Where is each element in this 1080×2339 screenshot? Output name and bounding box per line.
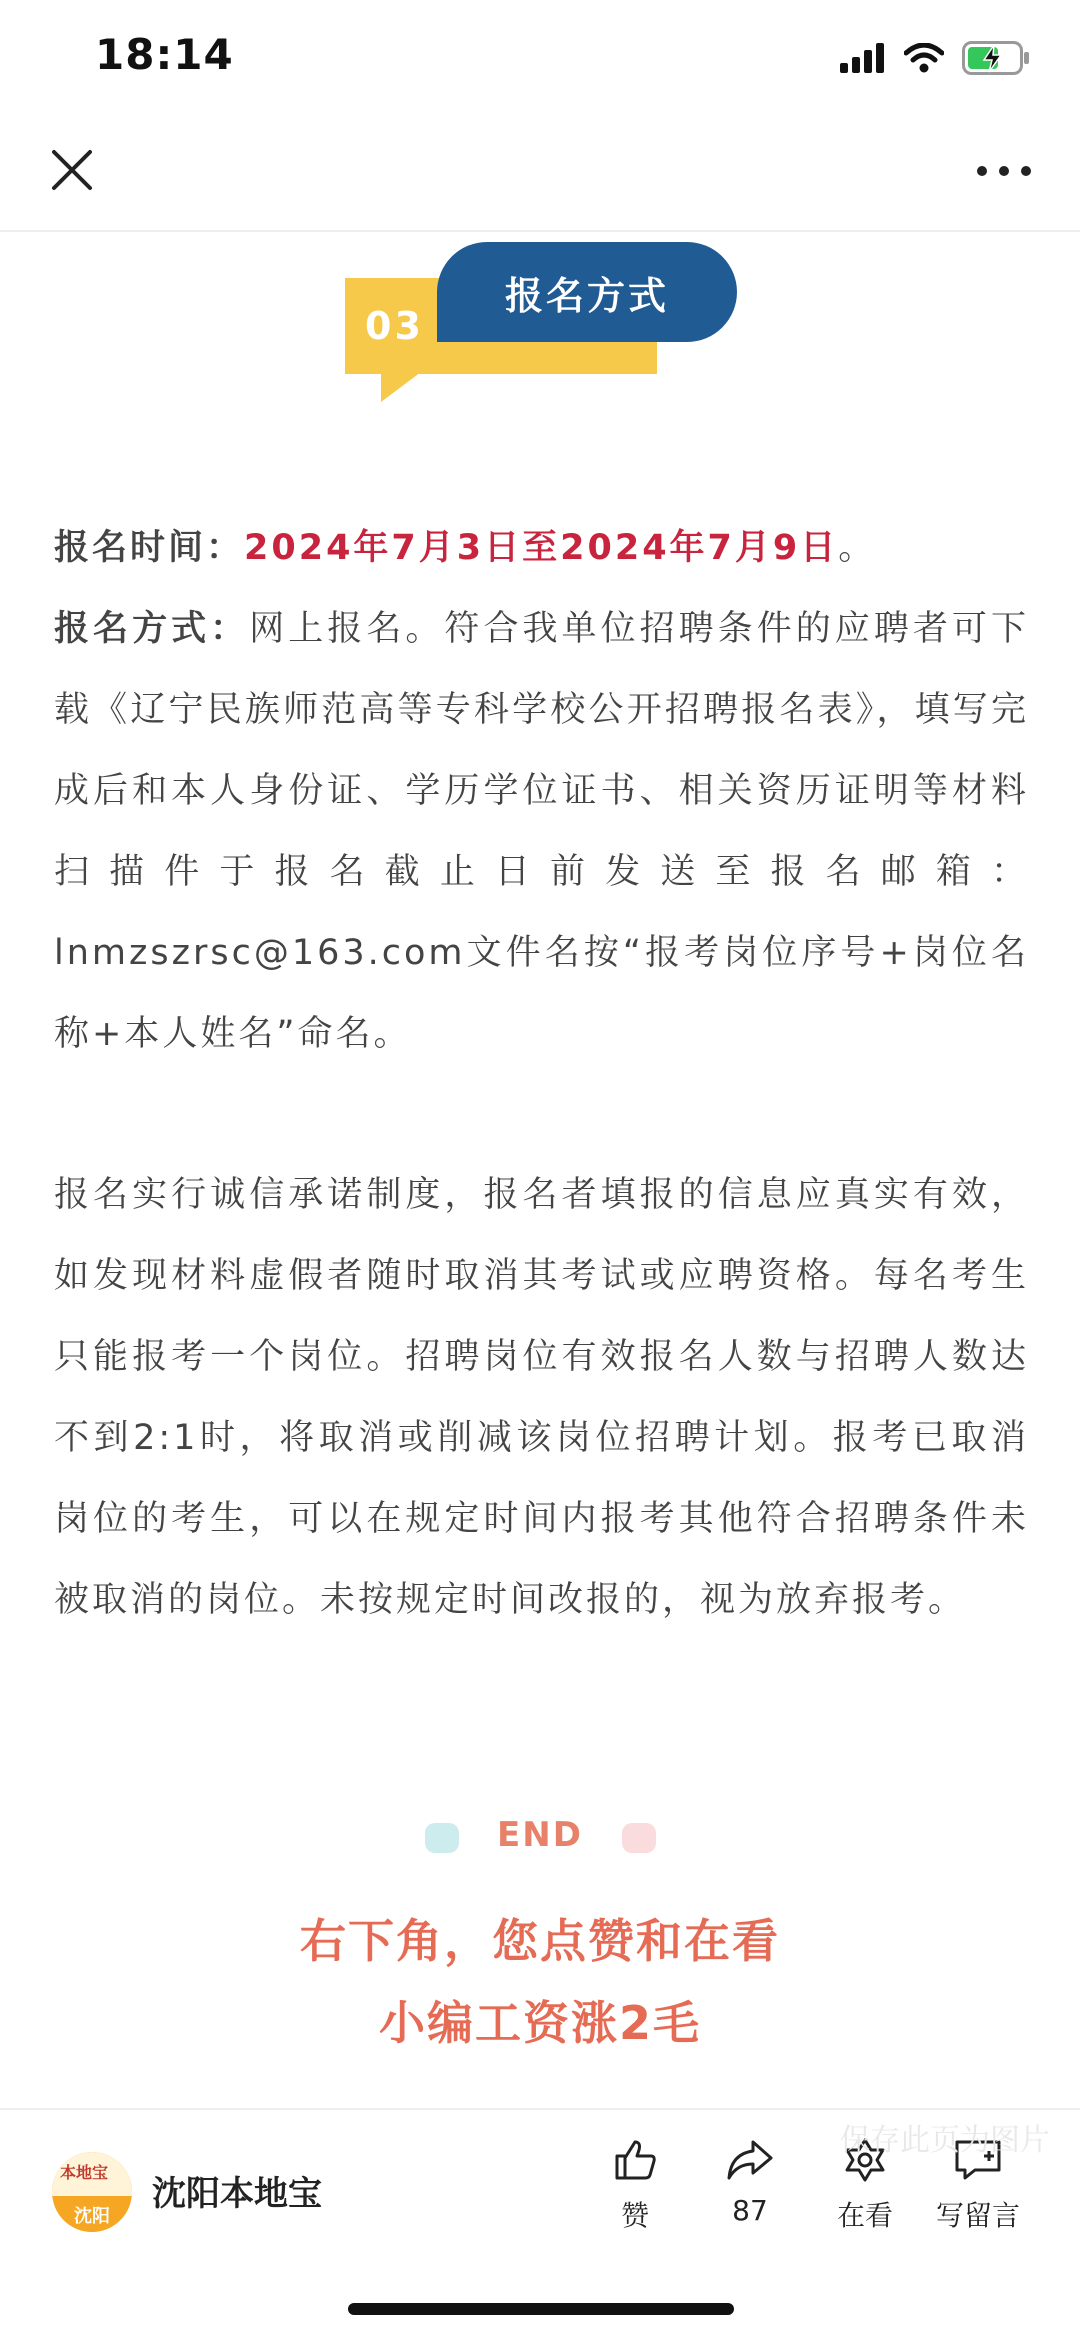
more-icon[interactable]: [974, 154, 1034, 188]
share-button[interactable]: [695, 2136, 805, 2227]
home-indicator[interactable]: [348, 2303, 734, 2315]
comment-label: 写留言: [935, 2199, 1020, 2232]
registration-method: 报名方式：网上报名。符合我单位招聘条件的应聘者可下载《辽宁民族师范高等专科学校公开招聘报名表》，填写完成后和本人身份证、学历学位证书、相关资历证明等材料扫描件于报名截止日前发送至报名邮箱：lnmzszrsc@163.com文件名按“报考岗位序号+岗位名称+本人姓名”命名。: [54, 609, 1029, 1054]
account-name[interactable]: 沈阳本地宝: [152, 2174, 322, 2214]
section-number: 03: [365, 304, 424, 348]
status-bar: [0, 0, 1080, 110]
watch-label: 在看: [836, 2199, 893, 2232]
section-header: [345, 242, 745, 392]
registration-dates: 2024年7月3日至2024年7月9日: [244, 528, 839, 568]
share-icon: [725, 2136, 775, 2184]
registration-time: 报名时间：2024年7月3日至2024年7月9日。: [54, 528, 877, 568]
section-title: 报名方式: [504, 273, 669, 318]
nav-bar: [0, 120, 1080, 232]
share-count: 87: [732, 2194, 768, 2227]
integrity-paragraph: 报名实行诚信承诺制度，报名者填报的信息应真实有效，如发现材料虚假者随时取消其考试或应聘资格。每名考生只能报考一个岗位。招聘岗位有效报名人数与招聘人数达不到2:1时，将取消或削减该岗位招聘计划。报考已取消岗位的考生，可以在规定时间内报考其他符合招聘条件未被取消的岗位。未按规定时间改报的，视为放弃报考。: [54, 1175, 1029, 1620]
status-icons: [840, 38, 1030, 78]
article-body: [54, 508, 1029, 1641]
section-title-pill: [437, 242, 737, 342]
account-avatar[interactable]: 本地宝 沈阳: [52, 2152, 132, 2232]
end-marker: [0, 1815, 1080, 1865]
wifi-icon: [904, 43, 944, 73]
slogan-line-1: 右下角，您点赞和在看: [300, 1914, 780, 1968]
close-icon[interactable]: [46, 144, 98, 196]
like-label: 赞: [620, 2199, 649, 2232]
like-button[interactable]: [580, 2136, 690, 2234]
slogan-line-2: 小编工资涨2毛: [378, 1996, 701, 2050]
save-as-image-hint[interactable]: 保存此页为图片: [840, 2123, 1050, 2158]
battery-icon: [962, 41, 1030, 75]
status-time: 18:14: [95, 30, 234, 79]
end-label: END: [497, 1815, 583, 1855]
signal-icon: [840, 43, 886, 73]
thumbs-up-icon: [611, 2136, 659, 2184]
